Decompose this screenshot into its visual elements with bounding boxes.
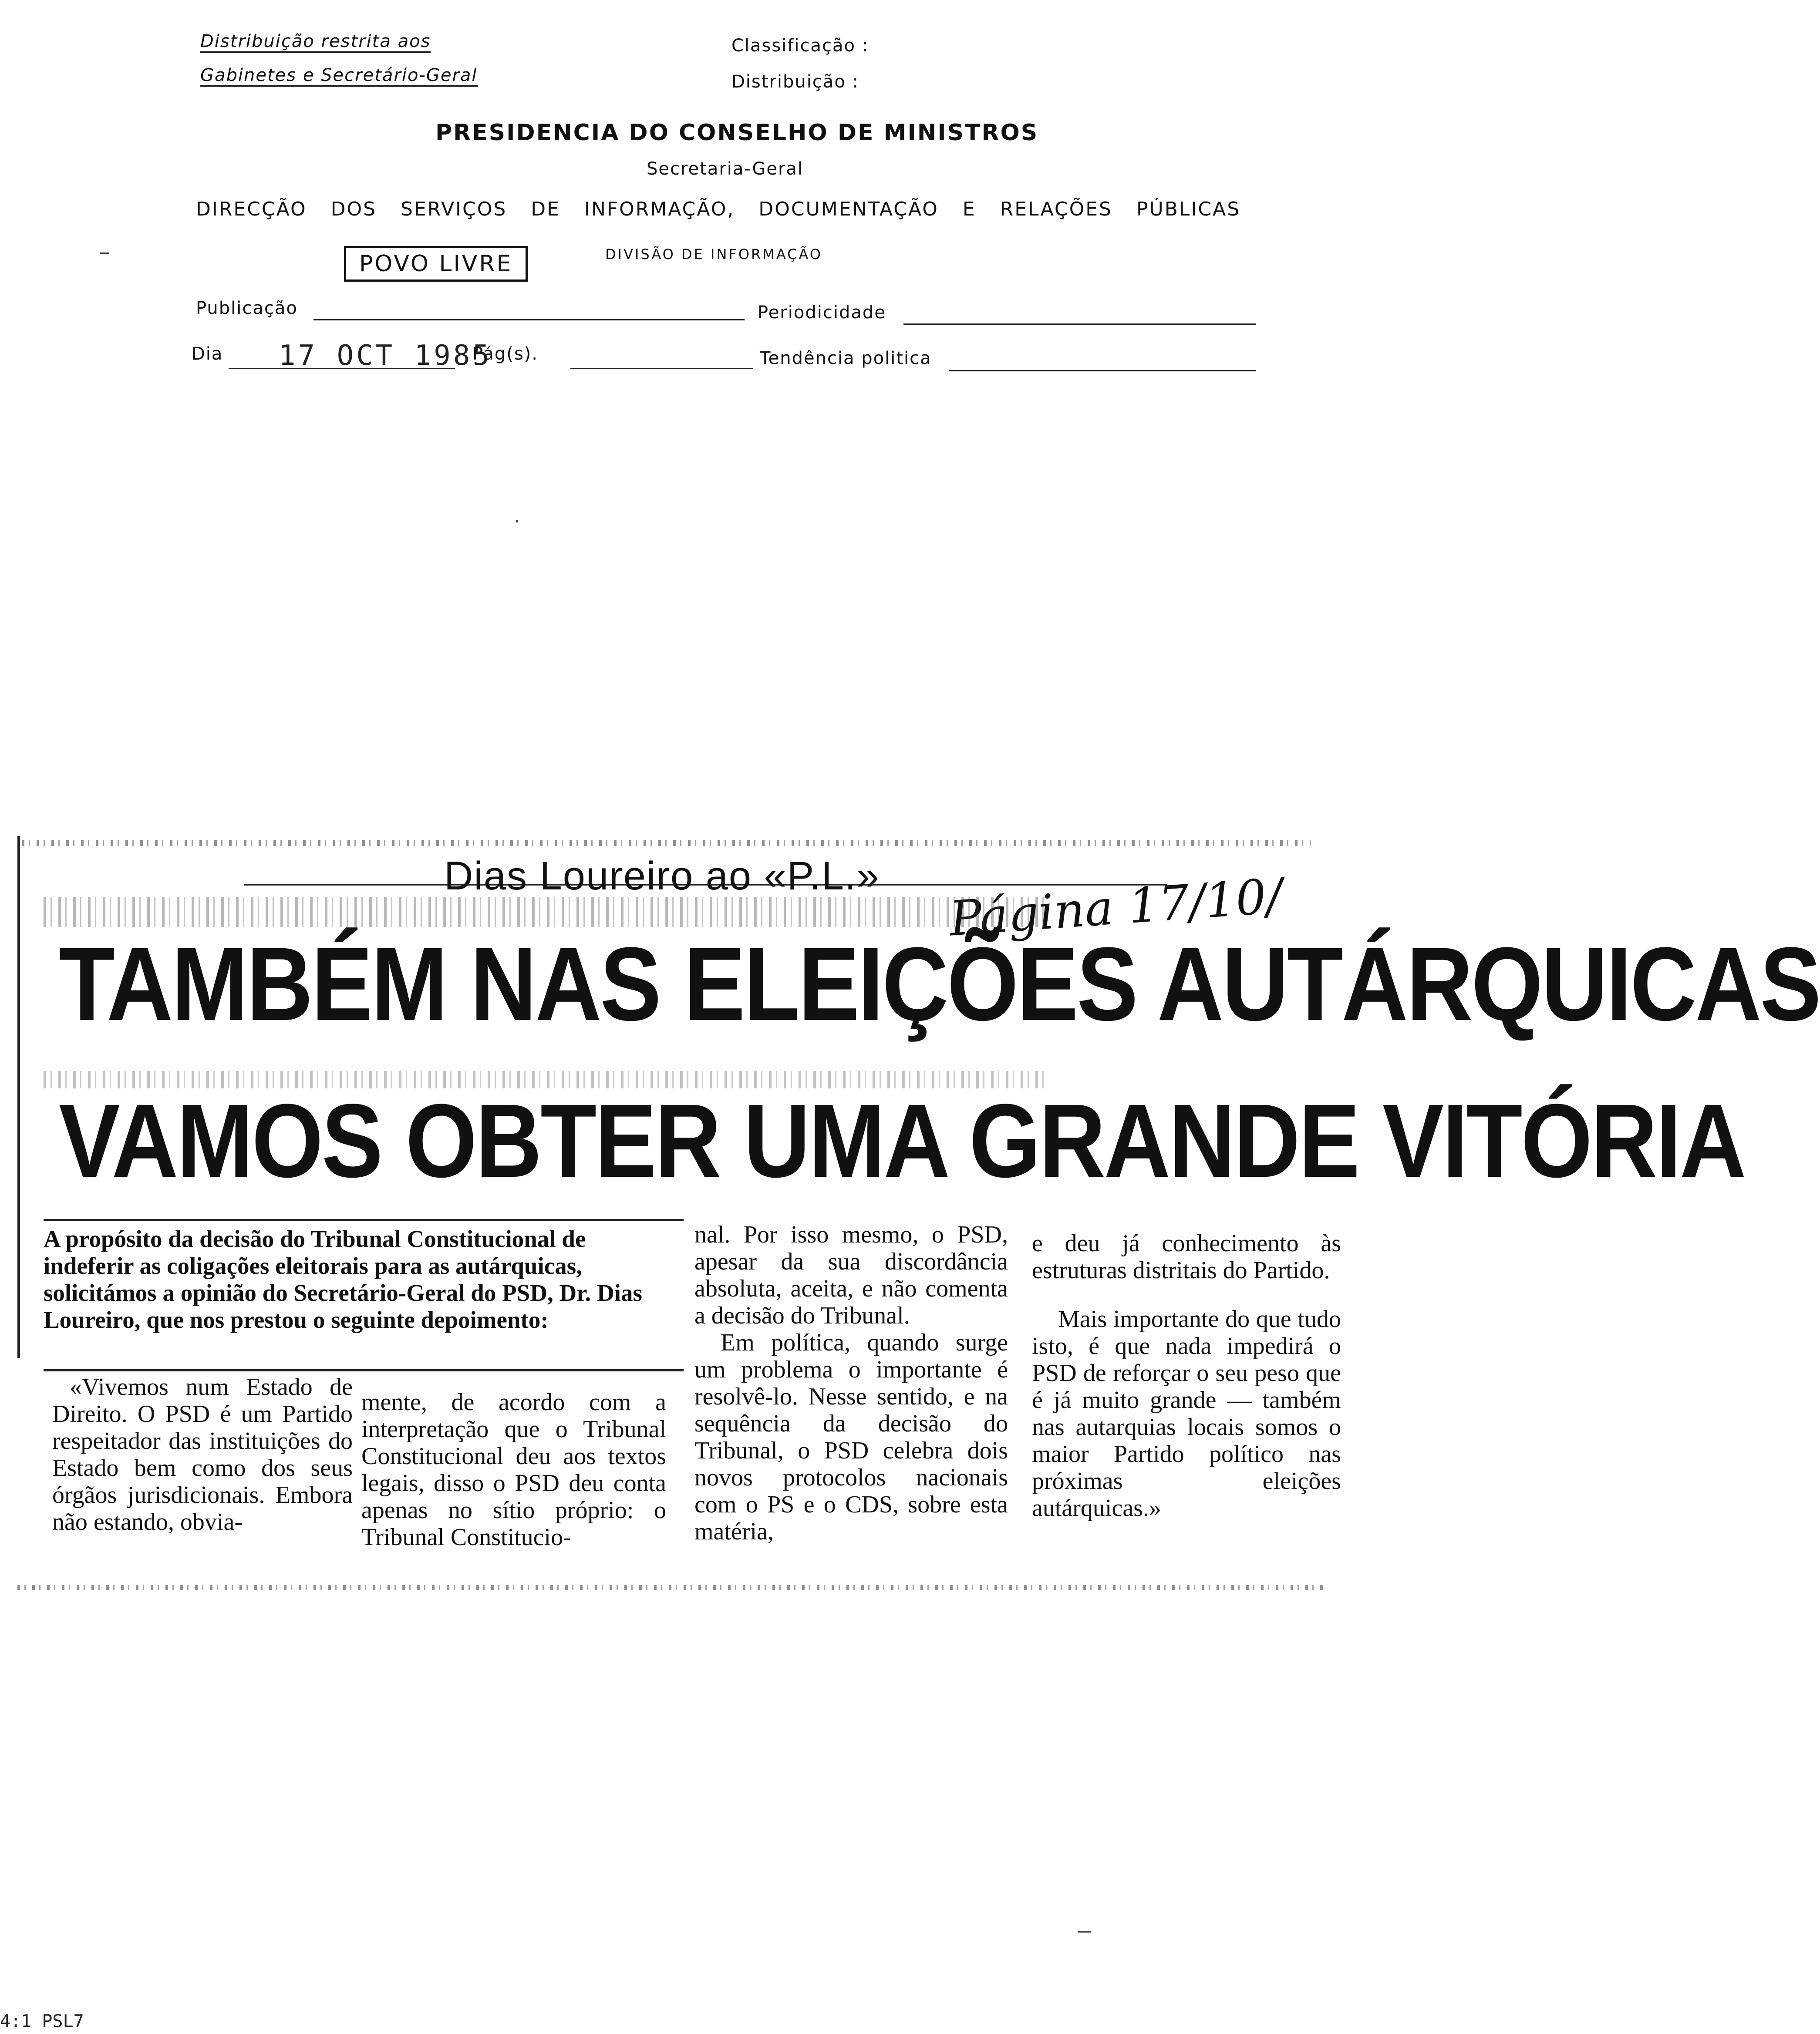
distribution-restricted-line2: Gabinetes e Secretário-Geral — [200, 65, 478, 87]
lead-bottom-rule — [44, 1369, 684, 1371]
column-4-paragraph-2: Mais importante do que tudo isto, é que nada impedirá o PSD de reforçar o seu peso que é já muito grande — também nas autarquias locais somos o maior Partido político nas próximas eleições autárquicas.» — [1032, 1306, 1341, 1522]
directorate-line: DIRECÇÃO DOS SERVIÇOS DE INFORMAÇÃO, DOCUMENTAÇÃO E RELAÇÕES PÚBLICAS — [196, 198, 1241, 220]
scan-mark — [1078, 1931, 1091, 1933]
periodicity-label: Periodicidade — [758, 303, 886, 323]
column-2-text: mente, de acordo com a interpretação que o Tribunal Constitucional deu aos textos legais, disso o PSD deu conta apenas no sítio próprio: o Tribunal Constitucio- — [361, 1389, 666, 1551]
tendency-line — [949, 370, 1256, 371]
division-label: DIVISÃO DE INFORMAÇÃO — [605, 246, 823, 263]
publication-stamp: POVO LIVRE — [344, 246, 528, 282]
article-column-2 — [361, 1389, 666, 1551]
article-column-1 — [52, 1374, 353, 1536]
headline-line1: TAMBÉM NAS ELEIÇÕES AUTÁRQUICAS — [59, 926, 1820, 1042]
lead-top-rule — [44, 1219, 684, 1221]
article-column-4 — [1032, 1230, 1341, 1522]
clipping-top-edge — [22, 840, 1311, 846]
bleed-through-top — [44, 897, 1045, 927]
date-stamp: 17 OCT 1985 — [279, 340, 492, 372]
column-4-paragraph-1: e deu já conhecimento às estruturas distritais do Partido. — [1032, 1230, 1341, 1284]
distribution-label: Distribuição : — [731, 72, 859, 92]
pages-label: Pág(s). — [472, 344, 538, 364]
office-subtitle: Secretaria-Geral — [647, 159, 804, 179]
clipping-bottom-edge — [17, 1585, 1324, 1590]
day-label: Dia — [192, 344, 223, 364]
distribution-restricted-line1: Distribuição restrita aos — [200, 31, 431, 53]
handwritten-note: Página 17/10/ — [947, 868, 1284, 947]
pages-line — [570, 368, 753, 369]
publication-line — [313, 319, 745, 320]
headline-line2: VAMOS OBTER UMA GRANDE VITÓRIA — [59, 1082, 1745, 1199]
column-3-paragraph-1: nal. Por isso mesmo, o PSD, apesar da sua discordância absoluta, aceita, e não comenta a decisão do Tribunal. — [694, 1221, 1008, 1329]
clipping-left-edge — [17, 836, 20, 1358]
kicker: Dias Loureiro ao «P.L.» — [444, 854, 880, 898]
classification-label: Classificação : — [731, 36, 869, 56]
office-title: PRESIDENCIA DO CONSELHO DE MINISTROS — [435, 120, 1039, 146]
margin-mark — [100, 253, 109, 254]
scan-speck — [516, 520, 518, 522]
publication-label: Publicação — [196, 298, 298, 318]
periodicity-line — [903, 323, 1256, 325]
column-3-paragraph-2: Em política, quando surge um problema o importante é resolvê-lo. Nesse sentido, e na sequência da decisão do Tribunal, o PSD celebra dois novos protocolos nacionais com o PS e o CDS, sobre esta matéria, — [694, 1329, 1008, 1545]
corner-code: 4:1 PSL7 — [0, 2011, 84, 2031]
newspaper-clipping — [17, 827, 1820, 1663]
lead-paragraph: A propósito da decisão do Tribunal Constitucional de indeferir as coligações eleitorais para as autárquicas, solicitámos a opinião do Secretário-Geral do PSD, Dr. Dias Loureiro, que nos prestou o seguinte depoimento: — [44, 1226, 642, 1333]
tendency-label: Tendência politica — [760, 348, 932, 368]
article-column-3 — [694, 1221, 1008, 1545]
column-1-text: «Vivemos num Estado de Direito. O PSD é um Partido respeitador das instituições do Estado bem como dos seus órgãos jurisdicionais. Embora não estando, obvia- — [52, 1374, 353, 1536]
